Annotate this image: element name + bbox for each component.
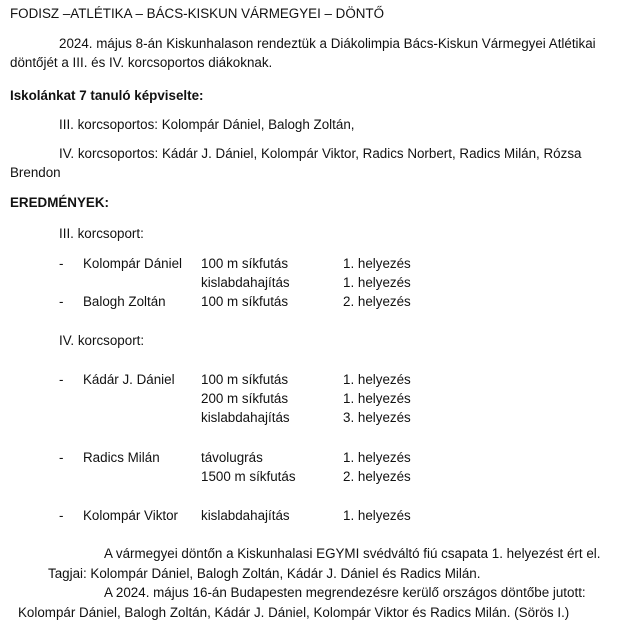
event-name: 100 m síkfutás	[201, 294, 289, 309]
group4-students-line-1: IV. korcsoportos: Kádár J. Dániel, Kolompár Viktor, Radics Norbert, Radics Milán, Rózsa	[59, 146, 582, 161]
placement: 1. helyezés	[343, 391, 411, 406]
group3-students: III. korcsoportos: Kolompár Dániel, Balogh Zoltán,	[59, 117, 355, 132]
athlete-name: Kolompár Viktor	[83, 508, 179, 523]
event-name: távolugrás	[201, 450, 263, 465]
document-title: FODISZ –ATLÉTIKA – BÁCS-KISKUN VÁRMEGYEI – DÖNTŐ	[10, 6, 385, 21]
event-name: kislabdahajítás	[201, 410, 290, 425]
placement: 1. helyezés	[343, 275, 411, 290]
placement: 1. helyezés	[343, 508, 411, 523]
event-name: kislabdahajítás	[201, 275, 290, 290]
placement: 1. helyezés	[343, 256, 411, 271]
row-dash: -	[59, 508, 64, 523]
row-dash: -	[59, 294, 64, 309]
intro-line-1: 2024. május 8-án Kiskunhalason rendeztük a Diákolimpia Bács-Kiskun Vármegyei Atlétikai	[59, 36, 596, 51]
athlete-name: Radics Milán	[83, 450, 160, 465]
group4-label: IV. korcsoport:	[59, 333, 145, 348]
row-dash: -	[59, 372, 64, 387]
event-name: kislabdahajítás	[201, 508, 290, 523]
closing-p1-line-2: Tagjai: Kolompár Dániel, Balogh Zoltán, Kádár J. Dániel és Radics Milán.	[48, 566, 481, 581]
representatives-heading: Iskolánkat 7 tanuló képviselte:	[10, 88, 204, 103]
event-name: 100 m síkfutás	[201, 256, 289, 271]
athlete-name: Kádár J. Dániel	[83, 372, 175, 387]
results-heading: EREDMÉNYEK:	[10, 195, 109, 210]
row-dash: -	[59, 256, 64, 271]
event-name: 1500 m síkfutás	[201, 469, 296, 484]
placement: 3. helyezés	[343, 410, 411, 425]
closing-p2-line-2: Kolompár Dániel, Balogh Zoltán, Kádár J. Dániel, Kolompár Viktor és Radics Milán. (Sörös I.)	[18, 605, 570, 620]
athlete-name: Kolompár Dániel	[83, 256, 182, 271]
closing-p1-line-1: A vármegyei döntőn a Kiskunhalasi EGYMI svédváltó fiú csapata 1. helyezést ért el.	[104, 546, 601, 561]
placement: 2. helyezés	[343, 469, 411, 484]
athlete-name: Balogh Zoltán	[83, 294, 166, 309]
intro-line-2: döntőjét a III. és IV. korcsoportos diákoknak.	[10, 55, 273, 70]
placement: 2. helyezés	[343, 294, 411, 309]
row-dash: -	[59, 450, 64, 465]
placement: 1. helyezés	[343, 372, 411, 387]
placement: 1. helyezés	[343, 450, 411, 465]
closing-p2-line-1: A 2024. május 16-án Budapesten megrendezésre kerülő országos döntőbe jutott:	[104, 585, 586, 600]
event-name: 200 m síkfutás	[201, 391, 289, 406]
event-name: 100 m síkfutás	[201, 372, 289, 387]
group4-students-line-2: Brendon	[10, 165, 61, 180]
group3-label: III. korcsoport:	[59, 226, 144, 241]
